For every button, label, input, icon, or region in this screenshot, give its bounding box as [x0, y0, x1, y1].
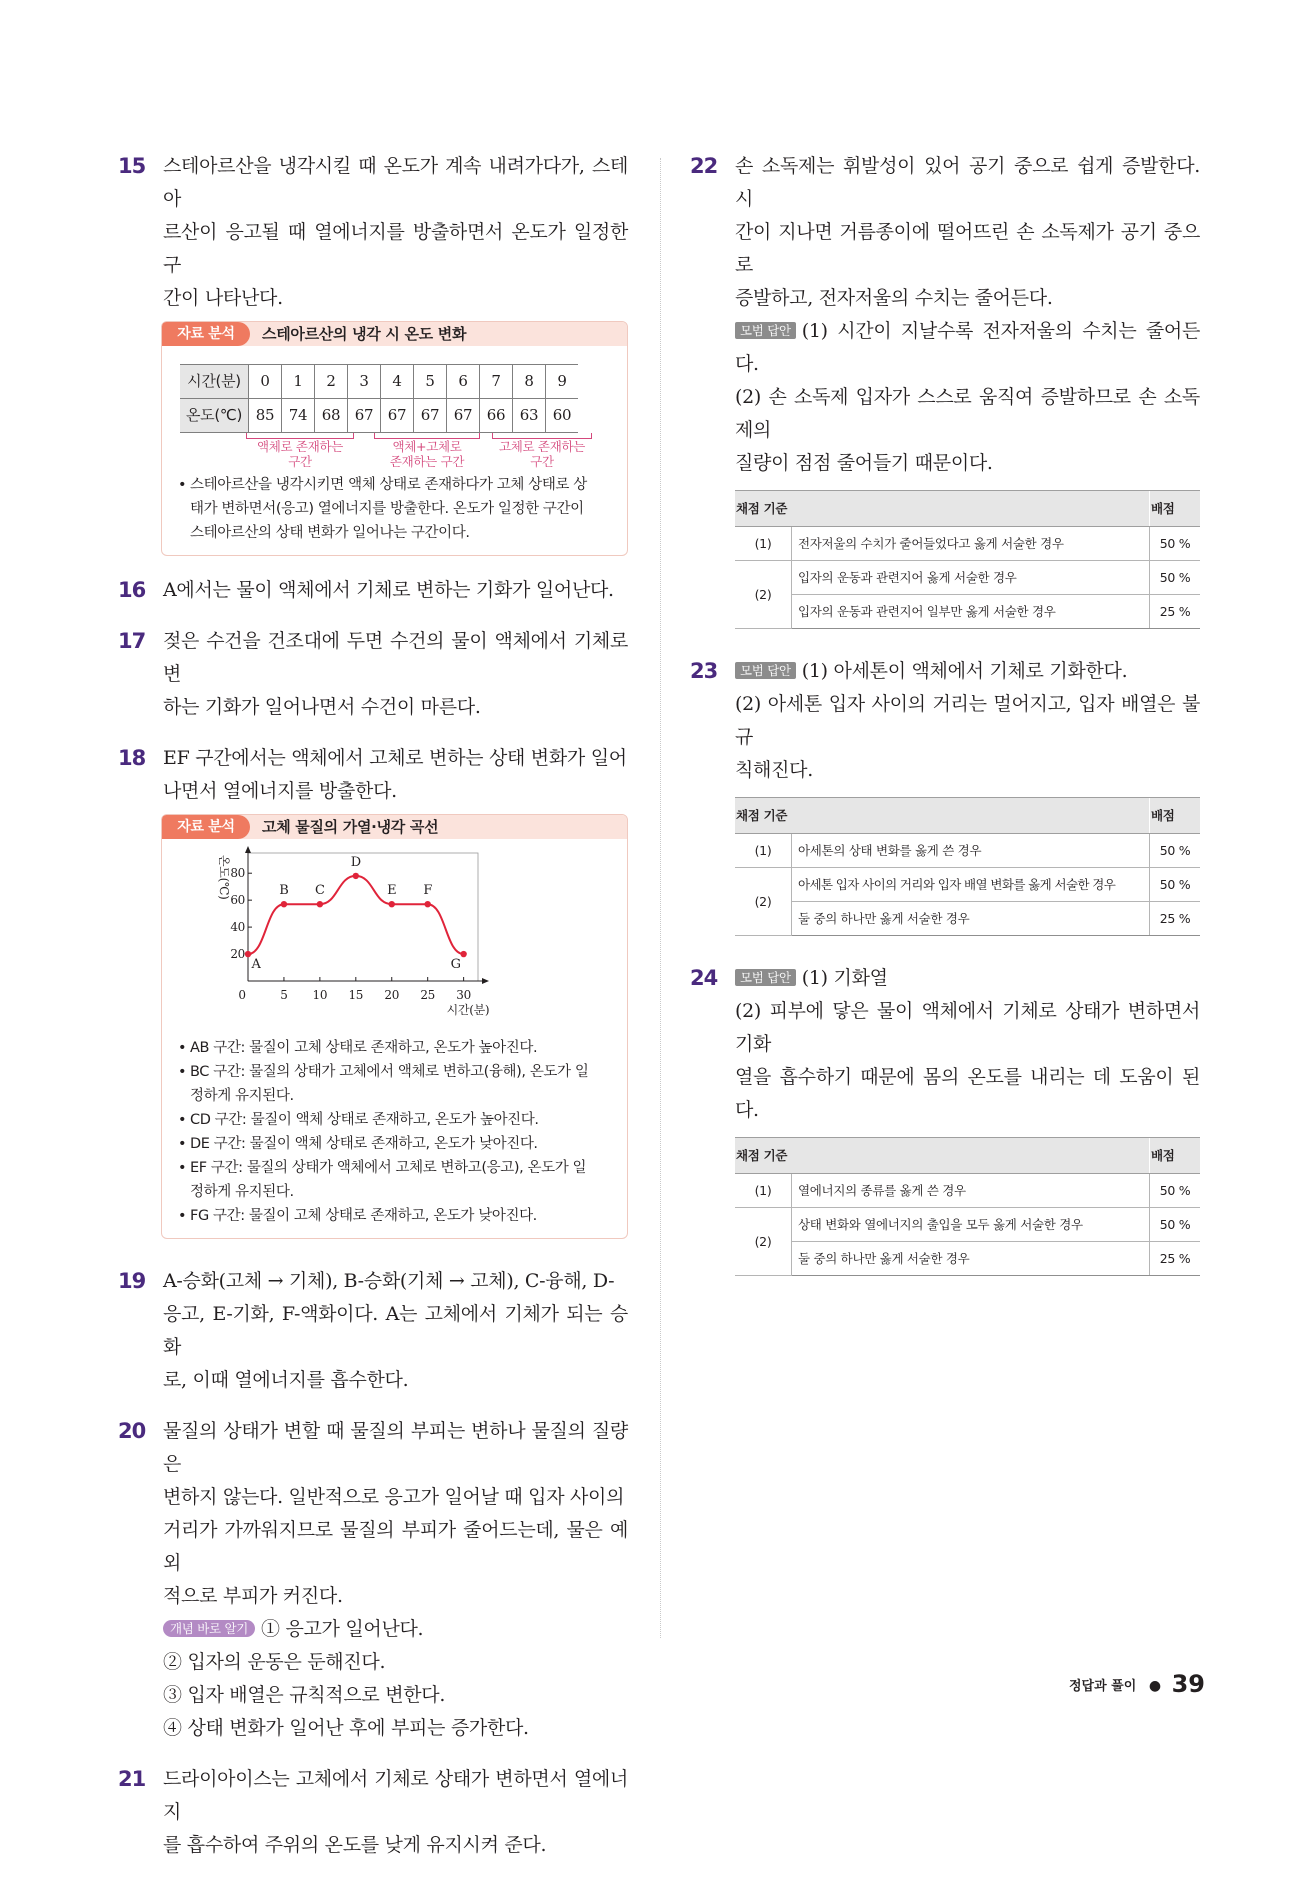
question-24: [690, 962, 1200, 1276]
question-18: [118, 742, 628, 1239]
text-line: 변하지 않는다. 일반적으로 응고가 일어날 때 입자 사이의: [163, 1486, 625, 1508]
point-label: G: [450, 957, 461, 973]
y-tick-label: 20: [230, 947, 245, 962]
scoring-header: 채점 기준: [735, 798, 1150, 834]
footer-dot: ●: [1148, 1678, 1162, 1694]
question-number: 21: [118, 1767, 146, 1791]
bullet-line: 정하게 유지된다.: [190, 1088, 294, 1104]
y-tick-label: 40: [230, 920, 245, 935]
question-15: [118, 150, 628, 556]
text-line: 르산이 응고될 때 열에너지를 방출하면서 온도가 일정한 구: [163, 221, 628, 276]
box-header: [162, 322, 627, 346]
time-cell: 8: [513, 365, 546, 399]
bullet-item: [178, 1204, 615, 1228]
text-line: 물질의 상태가 변할 때 물질의 부피는 변하나 물질의 질량은: [163, 1420, 628, 1475]
concept-line: ④ 상태 변화가 일어난 후에 부피는 증가한다.: [163, 1717, 529, 1739]
x-tick-label: 5: [280, 988, 288, 1002]
answer-line: [735, 315, 1200, 381]
temp-header: 온도(℃): [180, 399, 249, 433]
criterion: 상태 변화와 열에너지의 출입을 모두 옳게 서술한 경우: [792, 1208, 1150, 1242]
question-16: [118, 574, 628, 607]
question-number: 17: [118, 629, 146, 653]
points: 25 %: [1150, 595, 1201, 629]
question-23: [690, 655, 1200, 936]
range-text: 존재하는 구간: [389, 454, 465, 469]
row-number: (2): [735, 868, 792, 936]
x-tick-label: 25: [420, 988, 436, 1002]
mixed-range-label: [374, 439, 480, 469]
text-line: 손 소독제는 휘발성이 있어 공기 중으로 쉽게 증발한다. 시: [735, 155, 1200, 210]
answer-line: (2) 피부에 닿은 물이 액체에서 기체로 상태가 변하면서 기화: [735, 1000, 1200, 1055]
bullet-item: [178, 1108, 615, 1132]
points: 50 %: [1150, 834, 1201, 868]
time-cell: 1: [282, 365, 315, 399]
question-number: 20: [118, 1419, 146, 1443]
concept-line: [163, 1613, 628, 1646]
y-axis-arrow: [245, 846, 251, 853]
text-line: 를 흡수하여 주위의 온도를 낮게 유지시켜 준다.: [163, 1834, 547, 1856]
x-tick-label: 20: [384, 988, 400, 1002]
points: 50 %: [1150, 1174, 1201, 1208]
scoring-header: 채점 기준: [735, 491, 1150, 527]
x-tick-label: 30: [456, 988, 471, 1002]
bullet-line: • FG 구간: 물질이 고체 상태로 존재하고, 온도가 낮아진다.: [190, 1208, 537, 1224]
time-row: [180, 365, 578, 399]
temp-cell: 67: [414, 399, 447, 433]
x-tick-label: 15: [348, 988, 364, 1002]
box-title: 스테아르산의 냉각 시 온도 변화: [262, 325, 467, 343]
scoring-table: [735, 797, 1200, 936]
range-text: 액체로 존재하는: [256, 439, 344, 454]
bullet-item: [178, 1060, 615, 1108]
criterion: 둘 중의 하나만 옳게 서술한 경우: [792, 1242, 1150, 1276]
question-number: 15: [118, 154, 146, 178]
question-20: [118, 1415, 628, 1745]
text-line: 하는 기화가 일어나면서 수건이 마른다.: [163, 696, 481, 718]
concept-text: ① 응고가 일어난다.: [261, 1618, 424, 1640]
page-number: 39: [1171, 1670, 1205, 1698]
data-point: [245, 951, 251, 957]
answer-line: (2) 아세톤 입자 사이의 거리는 멀어지고, 입자 배열은 불규: [735, 693, 1200, 748]
row-number: (1): [735, 834, 792, 868]
model-answer-badge: 모범 답안: [735, 662, 796, 679]
time-cell: 5: [414, 365, 447, 399]
x-axis-arrow: [482, 978, 489, 984]
bullet-line: 스테아르산의 상태 변화가 일어나는 구간이다.: [190, 525, 470, 541]
temp-cell: 67: [381, 399, 414, 433]
text-line: EF 구간에서는 액체에서 고체로 변하는 상태 변화가 일어: [163, 747, 627, 769]
bullet-line: • AB 구간: 물질이 고체 상태로 존재하고, 온도가 높아진다.: [190, 1040, 538, 1056]
point-label: B: [279, 883, 289, 899]
bullet-item: [178, 1036, 615, 1060]
points-header: 배점: [1150, 798, 1201, 834]
question-number: 19: [118, 1269, 146, 1293]
row-number: (2): [735, 561, 792, 629]
range-text: 구간: [288, 454, 312, 469]
solid-range-label: [492, 439, 592, 469]
answer-text: (1) 아세톤이 액체에서 기체로 기화한다.: [801, 660, 1128, 682]
point-label: A: [251, 957, 261, 973]
concept-line: ③ 입자 배열은 규칙적으로 변한다.: [163, 1684, 446, 1706]
points: 25 %: [1150, 1242, 1201, 1276]
temp-cell: 63: [513, 399, 546, 433]
column-divider: [660, 158, 661, 1638]
x-tick-label: 0: [238, 988, 246, 1002]
bullet-line: • EF 구간: 물질의 상태가 액체에서 고체로 변하고(응고), 온도가 일: [190, 1160, 587, 1176]
time-cell: 2: [315, 365, 348, 399]
page-footer: [1069, 1670, 1205, 1698]
time-header: 시간(분): [180, 365, 249, 399]
bullet-item: [178, 473, 615, 545]
box-title: 고체 물질의 가열·냉각 곡선: [262, 818, 439, 836]
text-line: A-승화(고체 → 기체), B-승화(기체 → 고체), C-융해, D-: [163, 1270, 615, 1292]
point-label: C: [315, 883, 325, 899]
temp-cell: 68: [315, 399, 348, 433]
analysis-bullets: [178, 473, 615, 545]
scoring-header: 채점 기준: [735, 1138, 1150, 1174]
data-point: [389, 901, 395, 907]
bullet-line: • 스테아르산을 냉각시키면 액체 상태로 존재하다가 고체 상태로 상: [190, 477, 587, 493]
question-21: [118, 1763, 628, 1862]
heating-cooling-chart: [178, 845, 648, 1025]
text-line: 간이 나타난다.: [163, 287, 283, 309]
criterion: 둘 중의 하나만 옳게 서술한 경우: [792, 902, 1150, 936]
box-tag: 자료 분석: [162, 322, 250, 346]
points: 50 %: [1150, 527, 1201, 561]
answer-line: 칙해진다.: [735, 759, 813, 781]
temp-cell: 60: [546, 399, 579, 433]
x-tick-label: 10: [312, 988, 328, 1002]
model-answer-badge: 모범 답안: [735, 322, 796, 339]
row-number: (2): [735, 1208, 792, 1276]
temp-cell: 67: [348, 399, 381, 433]
points: 25 %: [1150, 902, 1201, 936]
data-analysis-box: [161, 321, 628, 556]
text-line: 나면서 열에너지를 방출한다.: [163, 780, 397, 802]
footer-label: 정답과 풀이: [1068, 1679, 1137, 1694]
plot-frame: [248, 853, 478, 981]
data-analysis-box: [161, 814, 628, 1239]
row-number: (1): [735, 1174, 792, 1208]
question-number: 22: [690, 154, 718, 178]
question-number: 16: [118, 578, 146, 602]
range-text: 액체+고체로: [392, 439, 462, 454]
x-axis-title: 시간(분): [446, 1003, 490, 1017]
answer-line: 열을 흡수하기 때문에 몸의 온도를 내리는 데 도움이 된다.: [735, 1066, 1200, 1121]
range-text: 고체로 존재하는: [498, 439, 586, 454]
text-line: A에서는 물이 액체에서 기체로 변하는 기화가 일어난다.: [163, 579, 614, 601]
model-answer-badge: 모범 답안: [735, 969, 796, 986]
answer-line: 질량이 점점 줄어들기 때문이다.: [735, 452, 993, 474]
points: 50 %: [1150, 561, 1201, 595]
question-19: [118, 1265, 628, 1397]
text-line: 드라이아이스는 고체에서 기체로 상태가 변하면서 열에너지: [163, 1768, 628, 1823]
range-text: 구간: [530, 454, 554, 469]
row-number: (1): [735, 527, 792, 561]
question-number: 23: [690, 659, 718, 683]
data-point: [460, 951, 466, 957]
time-cell: 7: [480, 365, 513, 399]
time-cell: 3: [348, 365, 381, 399]
right-column: [690, 150, 1200, 1294]
answer-text: (1) 기화열: [801, 967, 888, 989]
point-label: D: [350, 854, 361, 870]
temperature-table: [180, 364, 578, 433]
data-point: [424, 901, 430, 907]
answer-text: (1) 시간이 지날수록 전자저울의 수치는 줄어든다.: [735, 320, 1200, 375]
liquid-range-label: [246, 439, 354, 469]
bullet-line: 정하게 유지된다.: [190, 1184, 294, 1200]
bullet-item: [178, 1132, 615, 1156]
temp-cell: 74: [282, 399, 315, 433]
text-line: 거리가 가까워지므로 물질의 부피가 줄어드는데, 물은 예외: [163, 1519, 628, 1574]
analysis-bullets: [178, 1036, 615, 1228]
text-line: 로, 이때 열에너지를 흡수한다.: [163, 1369, 409, 1391]
answer-line: [735, 655, 1200, 688]
bullet-line: 태가 변하면서(응고) 열에너지를 방출한다. 온도가 일정한 구간이: [190, 501, 584, 517]
temp-row: [180, 399, 578, 433]
bullet-line: • CD 구간: 물질이 액체 상태로 존재하고, 온도가 높아진다.: [190, 1112, 539, 1128]
bullet-line: • BC 구간: 물질의 상태가 고체에서 액체로 변하고(융해), 온도가 일: [190, 1064, 589, 1080]
answer-line: [735, 962, 1200, 995]
question-22: [690, 150, 1200, 629]
time-cell: 4: [381, 365, 414, 399]
y-axis-title: 온도(℃): [217, 855, 231, 900]
concept-line: ② 입자의 운동은 둔해진다.: [163, 1651, 386, 1673]
left-column: [118, 150, 628, 1880]
text-line: 간이 지나면 거름종이에 떨어뜨린 손 소독제가 공기 중으로: [735, 221, 1200, 276]
concept-badge: 개념 바로 알기: [163, 1620, 255, 1637]
temp-cell: 67: [447, 399, 480, 433]
points: 50 %: [1150, 1208, 1201, 1242]
text-line: 스테아르산을 냉각시킬 때 온도가 계속 내려가다가, 스테아: [163, 155, 628, 210]
criterion: 열에너지의 종류를 옳게 쓴 경우: [792, 1174, 1150, 1208]
y-tick-label: 60: [230, 893, 245, 908]
scoring-table: [735, 1137, 1200, 1276]
point-label: E: [387, 883, 397, 899]
data-point: [281, 901, 287, 907]
criterion: 입자의 운동과 관련지어 일부만 옳게 서술한 경우: [792, 595, 1150, 629]
time-cell: 6: [447, 365, 480, 399]
text-line: 젖은 수건을 건조대에 두면 수건의 물이 액체에서 기체로 변: [163, 630, 628, 685]
criterion: 아세톤의 상태 변화를 옳게 쓴 경우: [792, 834, 1150, 868]
question-number: 24: [690, 966, 718, 990]
y-tick-label: 80: [230, 866, 245, 881]
text-line: 적으로 부피가 커진다.: [163, 1585, 343, 1607]
box-header: [162, 815, 627, 839]
temp-cell: 66: [480, 399, 513, 433]
time-cell: 9: [546, 365, 579, 399]
text-line: 증발하고, 전자저울의 수치는 줄어든다.: [735, 287, 1053, 309]
points-header: 배점: [1150, 1138, 1201, 1174]
question-number: 18: [118, 746, 146, 770]
criterion: 전자저울의 수치가 줄어들었다고 옳게 서술한 경우: [792, 527, 1150, 561]
point-label: F: [423, 883, 433, 899]
bullet-item: [178, 1156, 615, 1204]
data-point: [317, 901, 323, 907]
range-annotations: [178, 433, 615, 473]
data-point: [353, 873, 359, 879]
text-line: 응고, E-기화, F-액화이다. A는 고체에서 기체가 되는 승화: [163, 1303, 628, 1358]
bullet-line: • DE 구간: 물질이 액체 상태로 존재하고, 온도가 낮아진다.: [190, 1136, 538, 1152]
time-cell: 0: [249, 365, 282, 399]
scoring-table: [735, 490, 1200, 629]
criterion: 아세톤 입자 사이의 거리와 입자 배열 변화를 옳게 서술한 경우: [792, 868, 1150, 902]
question-17: [118, 625, 628, 724]
temp-cell: 85: [249, 399, 282, 433]
answer-line: (2) 손 소독제 입자가 스스로 움직여 증발하므로 손 소독제의: [735, 386, 1200, 441]
criterion: 입자의 운동과 관련지어 옳게 서술한 경우: [792, 561, 1150, 595]
points: 50 %: [1150, 868, 1201, 902]
box-tag: 자료 분석: [162, 815, 250, 839]
points-header: 배점: [1150, 491, 1201, 527]
